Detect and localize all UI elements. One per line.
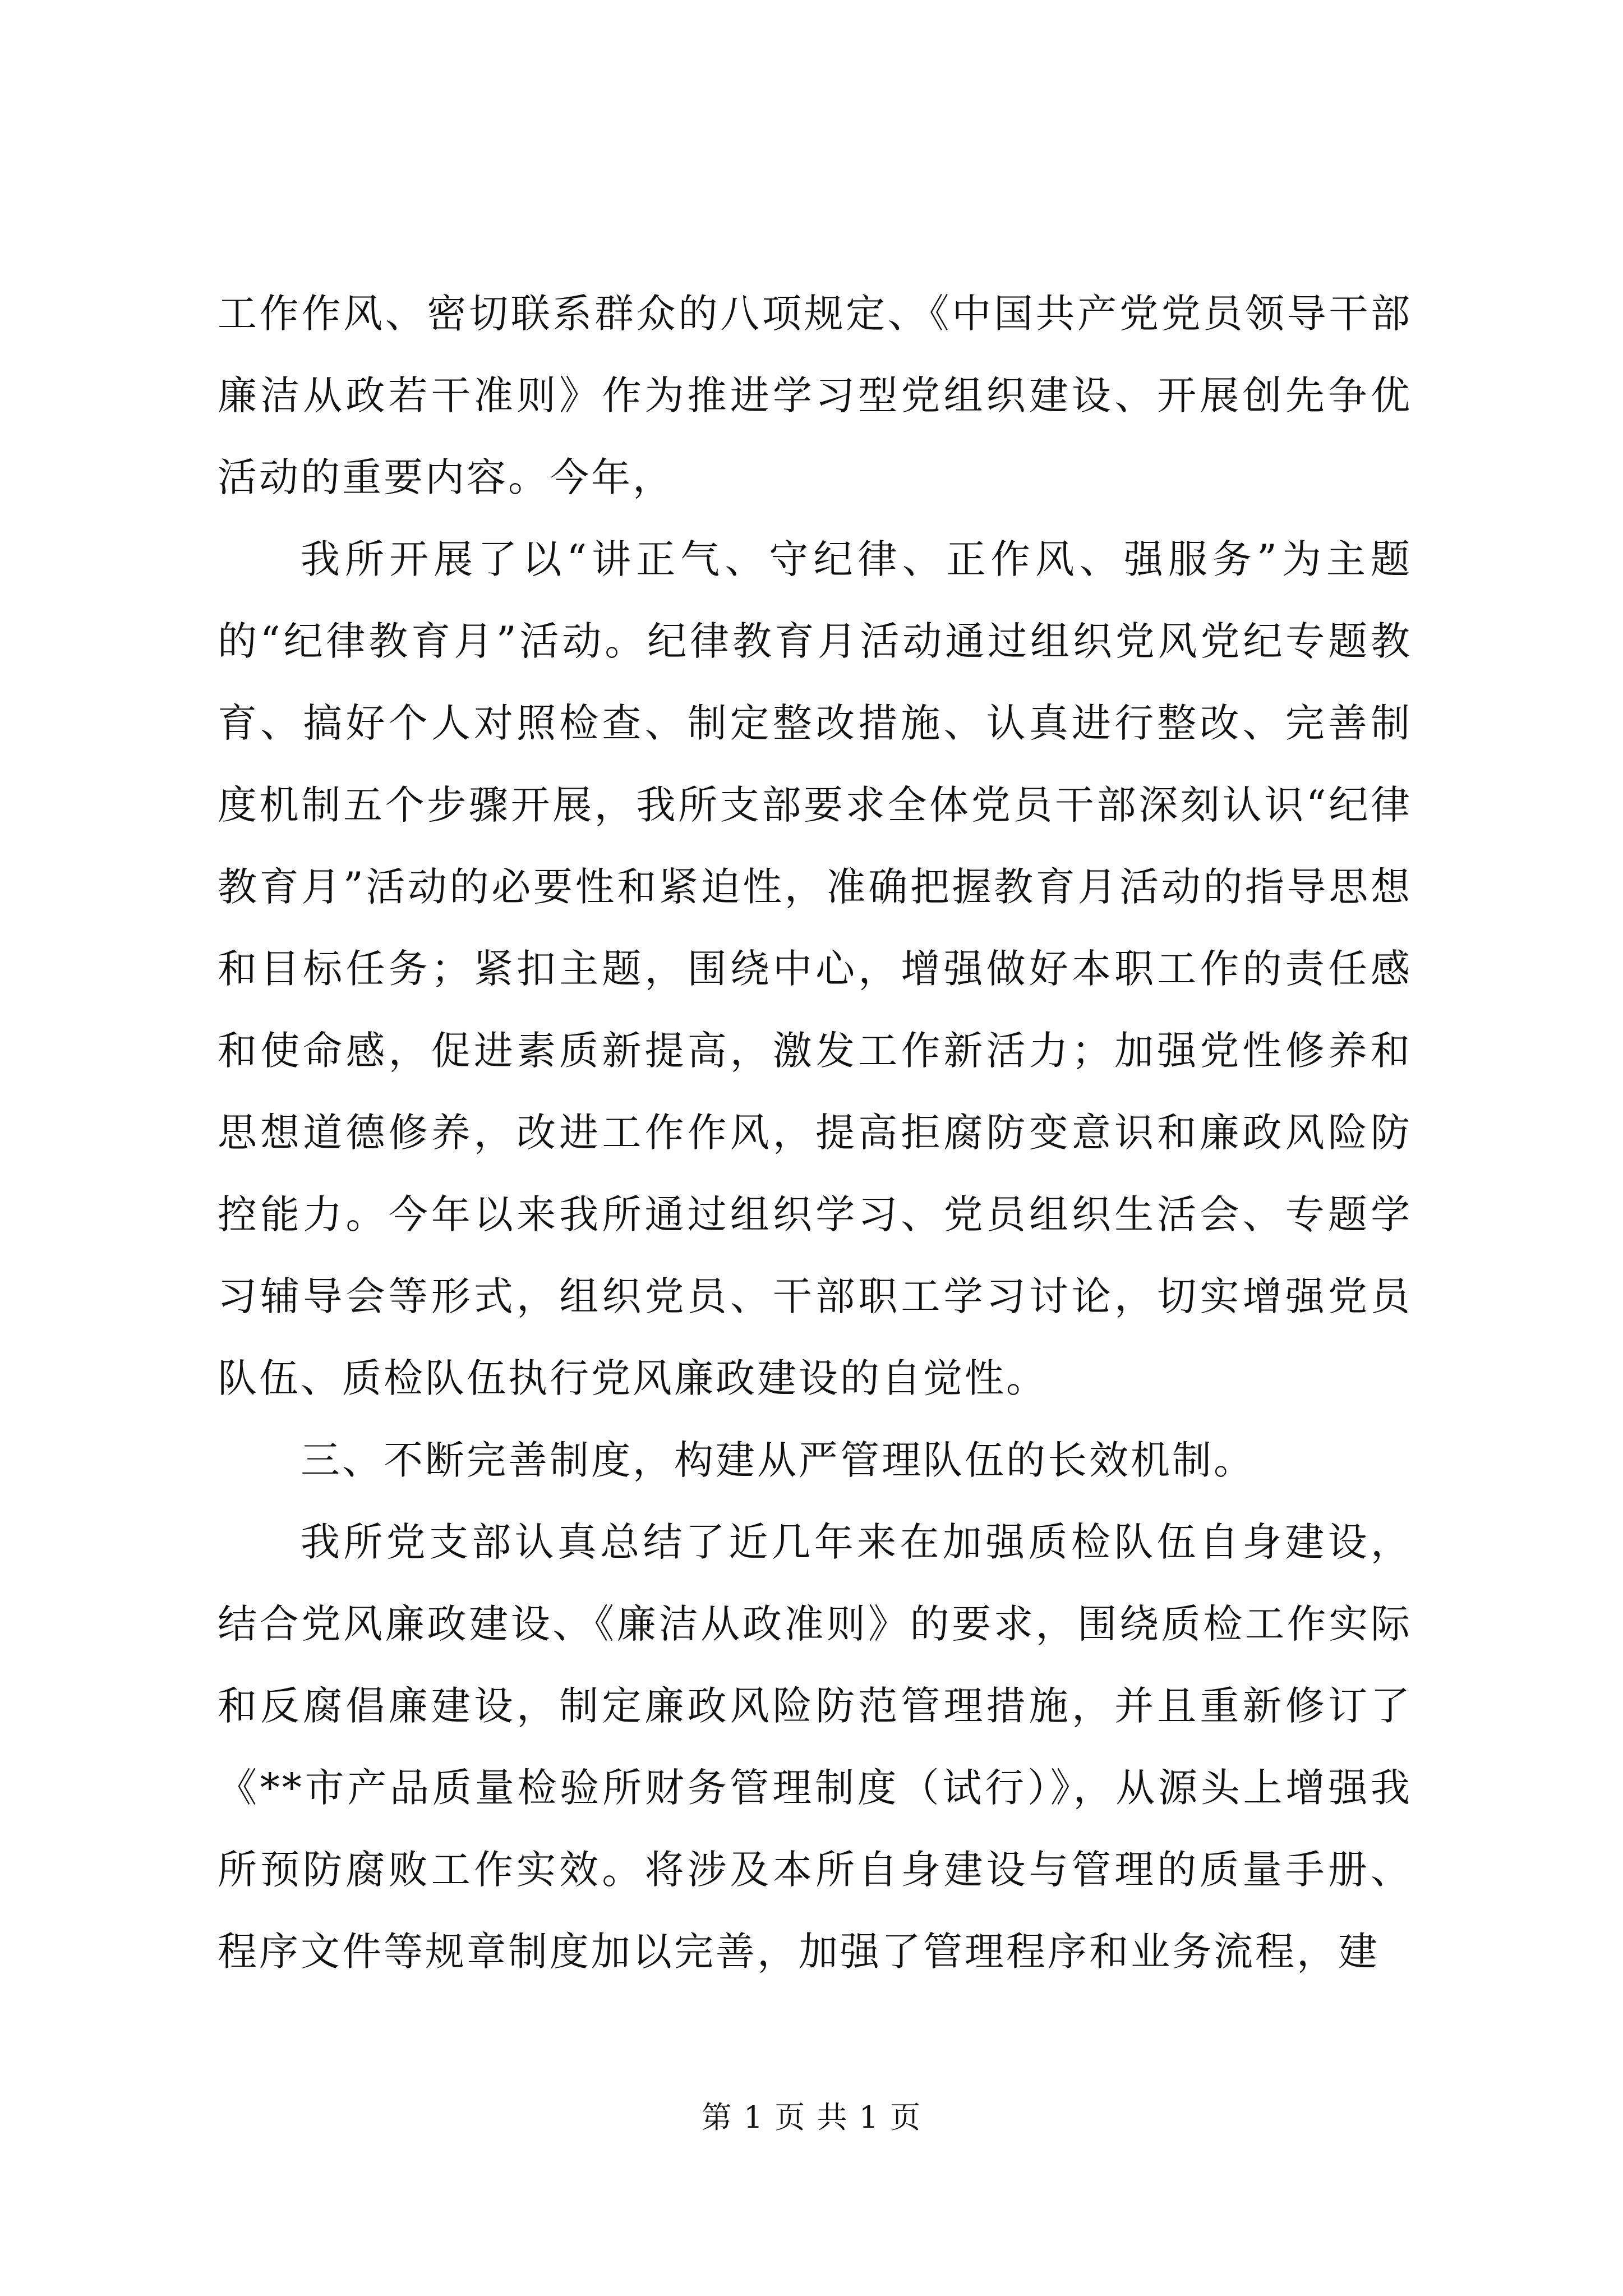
paragraph-4: 我所党支部认真总结了近几年来在加强质检队伍自身建设，结合党风廉政建设、《廉洁从政准则》的要求，围绕质检工作实际和反腐倡廉建设，制定廉政风险防范管理措施，并且重新修订了《**市产品质量检验所财务管理制度（试行）》，从源头上增强我所预防腐败工作实效。将涉及本所自身建设与管理的质量手册、程序文件等规章制度加以完善，加强了管理程序和业务流程，建 <box>218 1519 1412 1975</box>
paragraph-1: 工作作风、密切联系群众的八项规定、《中国共产党党员领导干部廉洁从政若干准则》作为推进学习型党组织建设、开展创先争优活动的重要内容。今年， <box>218 291 1412 500</box>
paragraph-2: 我所开展了以“讲正气、守纪律、正作风、强服务”为主题的“纪律教育月”活动。纪律教育月活动通过组织党风党纪专题教育、搞好个人对照检查、制定整改措施、认真进行整改、完善制度机制五个步骤开展，我所支部要求全体党员干部深刻认识“纪律教育月”活动的必要性和紧迫性，准确把握教育月活动的指导思想和目标任务；紧扣主题，围绕中心，增强做好本职工作的责任感和使命感，促进素质新提高，激发工作新活力；加强党性修养和思想道德修养，改进工作作风，提高拒腐防变意识和廉政风险防控能力。今年以来我所通过组织学习、党员组织生活会、专题学习辅导会等形式，组织党员、干部职工学习讨论，切实增强党员队伍、质检队伍执行党风廉政建设的自觉性。 <box>218 536 1412 1401</box>
section-heading-3: 三、不断完善制度，构建从严管理队伍的长效机制。 <box>301 1437 1255 1483</box>
document-body <box>218 273 1412 1993</box>
page-number-footer: 第 1 页 共 1 页 <box>701 2100 922 2135</box>
